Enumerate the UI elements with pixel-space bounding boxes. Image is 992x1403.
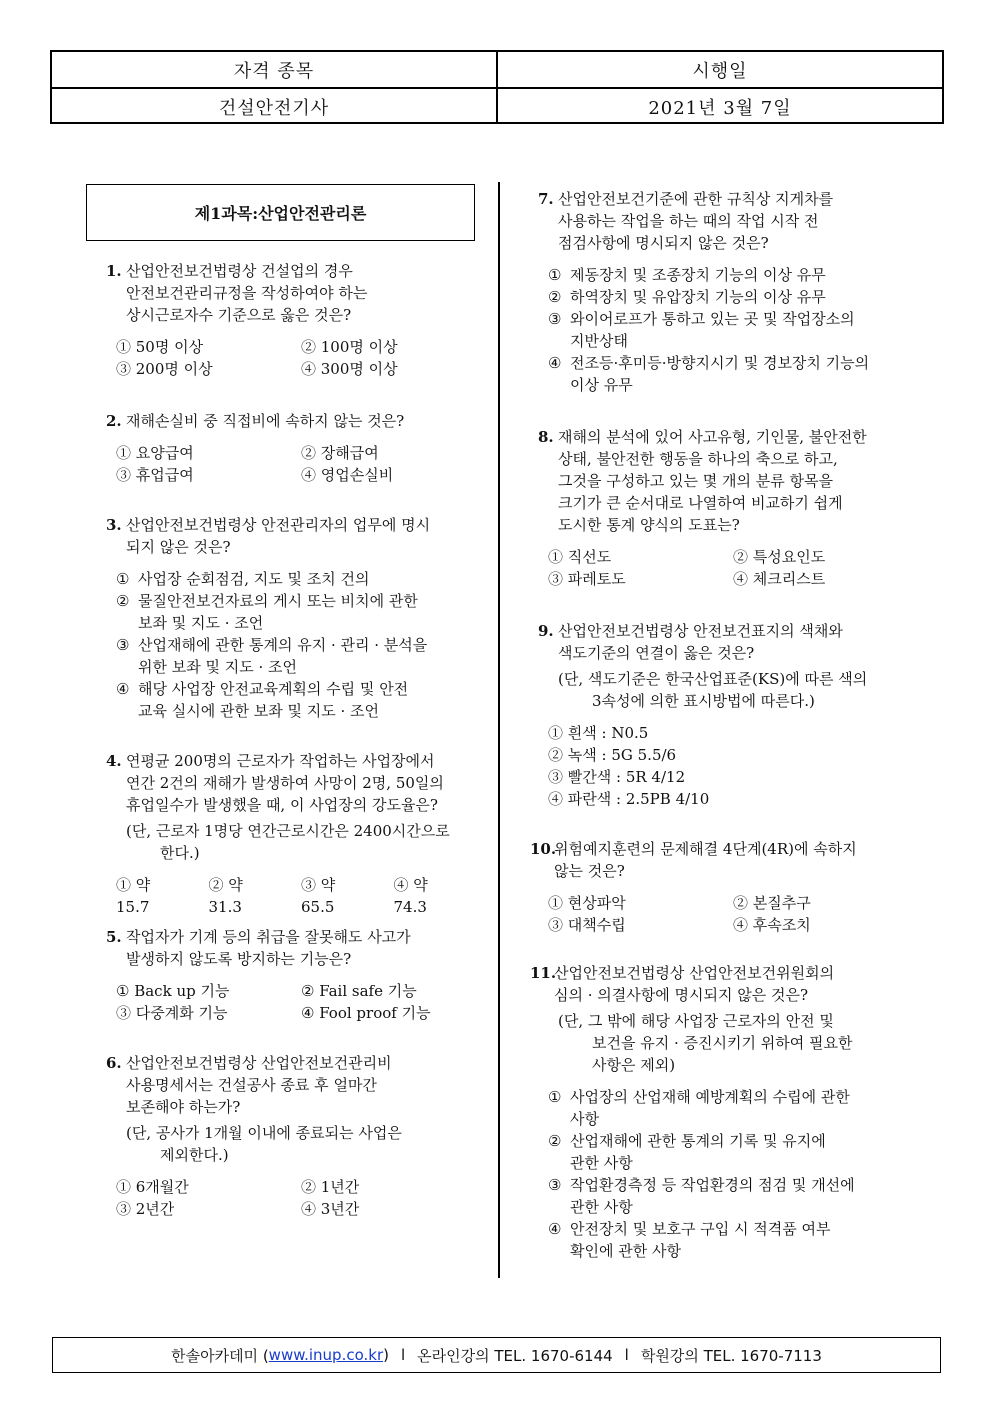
options [106,336,398,380]
option-2[interactable]: ② Fail safe 기능 [301,982,417,1000]
option-3[interactable]: ③ 작업환경측정 등 작업환경의 점검 및 개선에 관한 사항 [548,1176,855,1216]
option-3[interactable]: ③ 휴업급여 [116,466,194,484]
question-text: 4. 연평균 200명의 근로자가 작업하는 사업장에서 연간 2건의 재해가 발생하여 사망이 2명, 50일의 휴업일수가 발생했을 때, 이 사업장의 강도율은? [106,752,444,814]
option-3[interactable]: ③ 다중계화 기능 [116,1004,228,1022]
option-3[interactable]: ③ 약 65.5 [301,876,336,916]
academy-name: 한솔아카데미 ( [171,1346,269,1365]
footer [52,1337,941,1373]
options [106,980,431,1024]
question-8 [538,426,867,590]
option-2[interactable]: ② 100명 이상 [301,338,398,356]
option-4[interactable]: ④ 체크리스트 [733,570,826,588]
option-3[interactable]: ③ 2년간 [116,1200,175,1218]
question-4 [106,750,486,918]
options [538,892,857,936]
question-condition: (단, 근로자 1명당 연간근로시간은 2400시간으로 한다.) [126,822,450,862]
exam-date-label: 시행일 [692,60,748,82]
footer-separator: l [400,1346,406,1364]
question-condition: (단, 그 밖에 해당 사업장 근로자의 안전 및 보건을 유지 · 증진시키기 위하여 필요한 사항은 제외) [558,1012,853,1074]
option-2[interactable]: ② 특성요인도 [733,548,826,566]
option-3[interactable]: ③ 산업재해에 관한 통계의 유지 · 관리 · 분석을 위한 보좌 및 지도 · 조언 [116,636,428,676]
question-condition: (단, 색도기준은 한국산업표준(KS)에 따른 색의 3속성에 의한 표시방법에 따른다.) [558,670,868,710]
question-text: 5. 작업자가 기계 등의 취급을 잘못해도 사고가 발생하지 않도록 방지하는 기능은? [106,928,411,968]
header-value-row [52,87,942,124]
question-text: 7. 산업안전보건기준에 관한 규칙상 지게차를 사용하는 작업을 하는 때의 작업 시작 전 점검사항에 명시되지 않은 것은? [538,190,834,252]
qualification-label: 자격 종목 [52,52,498,87]
qualification-value: 건설안전기사 [52,89,498,124]
options [538,1086,855,1262]
question-text: 8. 재해의 분석에 있어 사고유형, 기인물, 불안전한 상태, 불안전한 행동을 하나의 축으로 하고, 그것을 구성하고 있는 몇 개의 분류 항목을 크기가 큰 순서대로 나열하여 비교하기 쉽게 도시한 통계 양식의 도표는? [538,428,867,534]
options [106,442,404,486]
question-11 [530,962,855,1262]
option-1[interactable]: ① 약 15.7 [116,876,151,916]
options [106,568,478,722]
options [538,722,867,810]
header-label-row [52,52,942,87]
option-1[interactable]: ① 흰색 : N0.5 [548,724,649,742]
option-1[interactable]: ① 직선도 [548,548,612,566]
column-divider [498,182,500,1278]
options [538,264,869,396]
option-2[interactable]: ② 산업재해에 관한 통계의 기록 및 유지에 관한 사항 [548,1132,826,1172]
option-4[interactable]: ④ Fool proof 기능 [301,1004,431,1022]
option-1[interactable]: ① 50명 이상 [116,338,204,356]
option-2[interactable]: ② 녹색 : 5G 5.5/6 [548,746,677,764]
option-2[interactable]: ② 본질추구 [733,894,811,912]
option-4[interactable]: ④ 파란색 : 2.5PB 4/10 [548,790,710,808]
options [106,1176,402,1220]
question-text: 2. 재해손실비 중 직접비에 속하지 않는 것은? [106,412,405,430]
option-4[interactable]: ④ 영업손실비 [301,466,394,484]
question-6 [106,1052,402,1220]
option-4[interactable]: ④ 해당 사업장 안전교육계획의 수립 및 안전 교육 실시에 관한 보좌 및 지도 · 조언 [116,680,409,720]
exam-date-value: 2021년 3월 7일 [648,97,792,119]
question-9 [538,620,867,810]
question-10 [530,838,857,936]
option-2[interactable]: ② 약 31.3 [208,876,243,916]
option-3[interactable]: ③ 파레토도 [548,570,626,588]
question-2 [106,410,404,486]
option-4[interactable]: ④ 안전장치 및 보호구 구입 시 적격품 여부 확인에 관한 사항 [548,1220,831,1260]
offline-phone: 학원강의 TEL. 1670-7113 [640,1346,822,1365]
option-4[interactable]: ④ 전조등·후미등·방향지시기 및 경보장치 기능의 이상 유무 [548,354,870,394]
option-4[interactable]: ④ 후속조치 [733,916,811,934]
question-text: 10. 위험예지훈련의 문제해결 4단계(4R)에 속하지 않는 것은? [530,840,857,880]
option-1[interactable]: ① 사업장 순회점검, 지도 및 조치 건의 [116,570,370,588]
question-condition: (단, 공사가 1개월 이내에 종료되는 사업은 제외한다.) [126,1124,402,1164]
subject-title: 제1과목:산업안전관리론 [86,184,475,241]
option-2[interactable]: ② 1년간 [301,1178,360,1196]
question-5 [106,926,431,1024]
option-4[interactable]: ④ 300명 이상 [301,360,398,378]
option-3[interactable]: ③ 와이어로프가 통하고 있는 곳 및 작업장소의 지반상태 [548,310,855,350]
option-3[interactable]: ③ 200명 이상 [116,360,213,378]
option-1[interactable]: ① 현상파악 [548,894,626,912]
question-3 [106,514,478,722]
online-phone: 온라인강의 TEL. 1670-6144 [417,1346,613,1365]
option-3[interactable]: ③ 대책수립 [548,916,626,934]
question-7 [538,188,869,396]
question-text: 9. 산업안전보건법령상 안전보건표지의 색채와 색도기준의 연결이 옳은 것은? [538,622,843,662]
options [106,874,486,918]
academy-link[interactable]: www.inup.co.kr [268,1346,384,1364]
option-1[interactable]: ① Back up 기능 [116,982,230,1000]
question-text: 3. 산업안전보건법령상 안전관리자의 업무에 명시 되지 않은 것은? [106,516,431,556]
question-text: 1. 산업안전보건법령상 건설업의 경우 안전보건관리규정을 작성하여야 하는 상시근로자수 기준으로 옳은 것은? [106,262,368,324]
options [538,546,867,590]
option-2[interactable]: ② 장해급여 [301,444,379,462]
option-2[interactable]: ② 하역장치 및 유압장치 기능의 이상 유무 [548,288,826,306]
option-4[interactable]: ④ 약 74.3 [393,876,428,916]
option-2[interactable]: ② 물질안전보건자료의 게시 또는 비치에 관한 보좌 및 지도 · 조언 [116,592,418,632]
option-3[interactable]: ③ 빨간색 : 5R 4/12 [548,768,686,786]
question-text: 11. 산업안전보건법령상 산업안전보건위원회의 심의 · 의결사항에 명시되지 않은 것은? [530,964,835,1004]
option-1[interactable]: ① 사업장의 산업재해 예방계획의 수립에 관한 사항 [548,1088,850,1128]
academy-close: ) [383,1346,389,1364]
header-table [50,50,944,124]
option-1[interactable]: ① 요양급여 [116,444,194,462]
option-1[interactable]: ① 제동장치 및 조종장치 기능의 이상 유무 [548,266,826,284]
option-4[interactable]: ④ 3년간 [301,1200,360,1218]
footer-separator: l [624,1346,629,1364]
question-text: 6. 산업안전보건법령상 산업안전보건관리비 사용명세서는 건설공사 종료 후 얼마간 보존해야 하는가? [106,1054,392,1116]
question-1 [106,260,398,380]
option-1[interactable]: ① 6개월간 [116,1178,189,1196]
